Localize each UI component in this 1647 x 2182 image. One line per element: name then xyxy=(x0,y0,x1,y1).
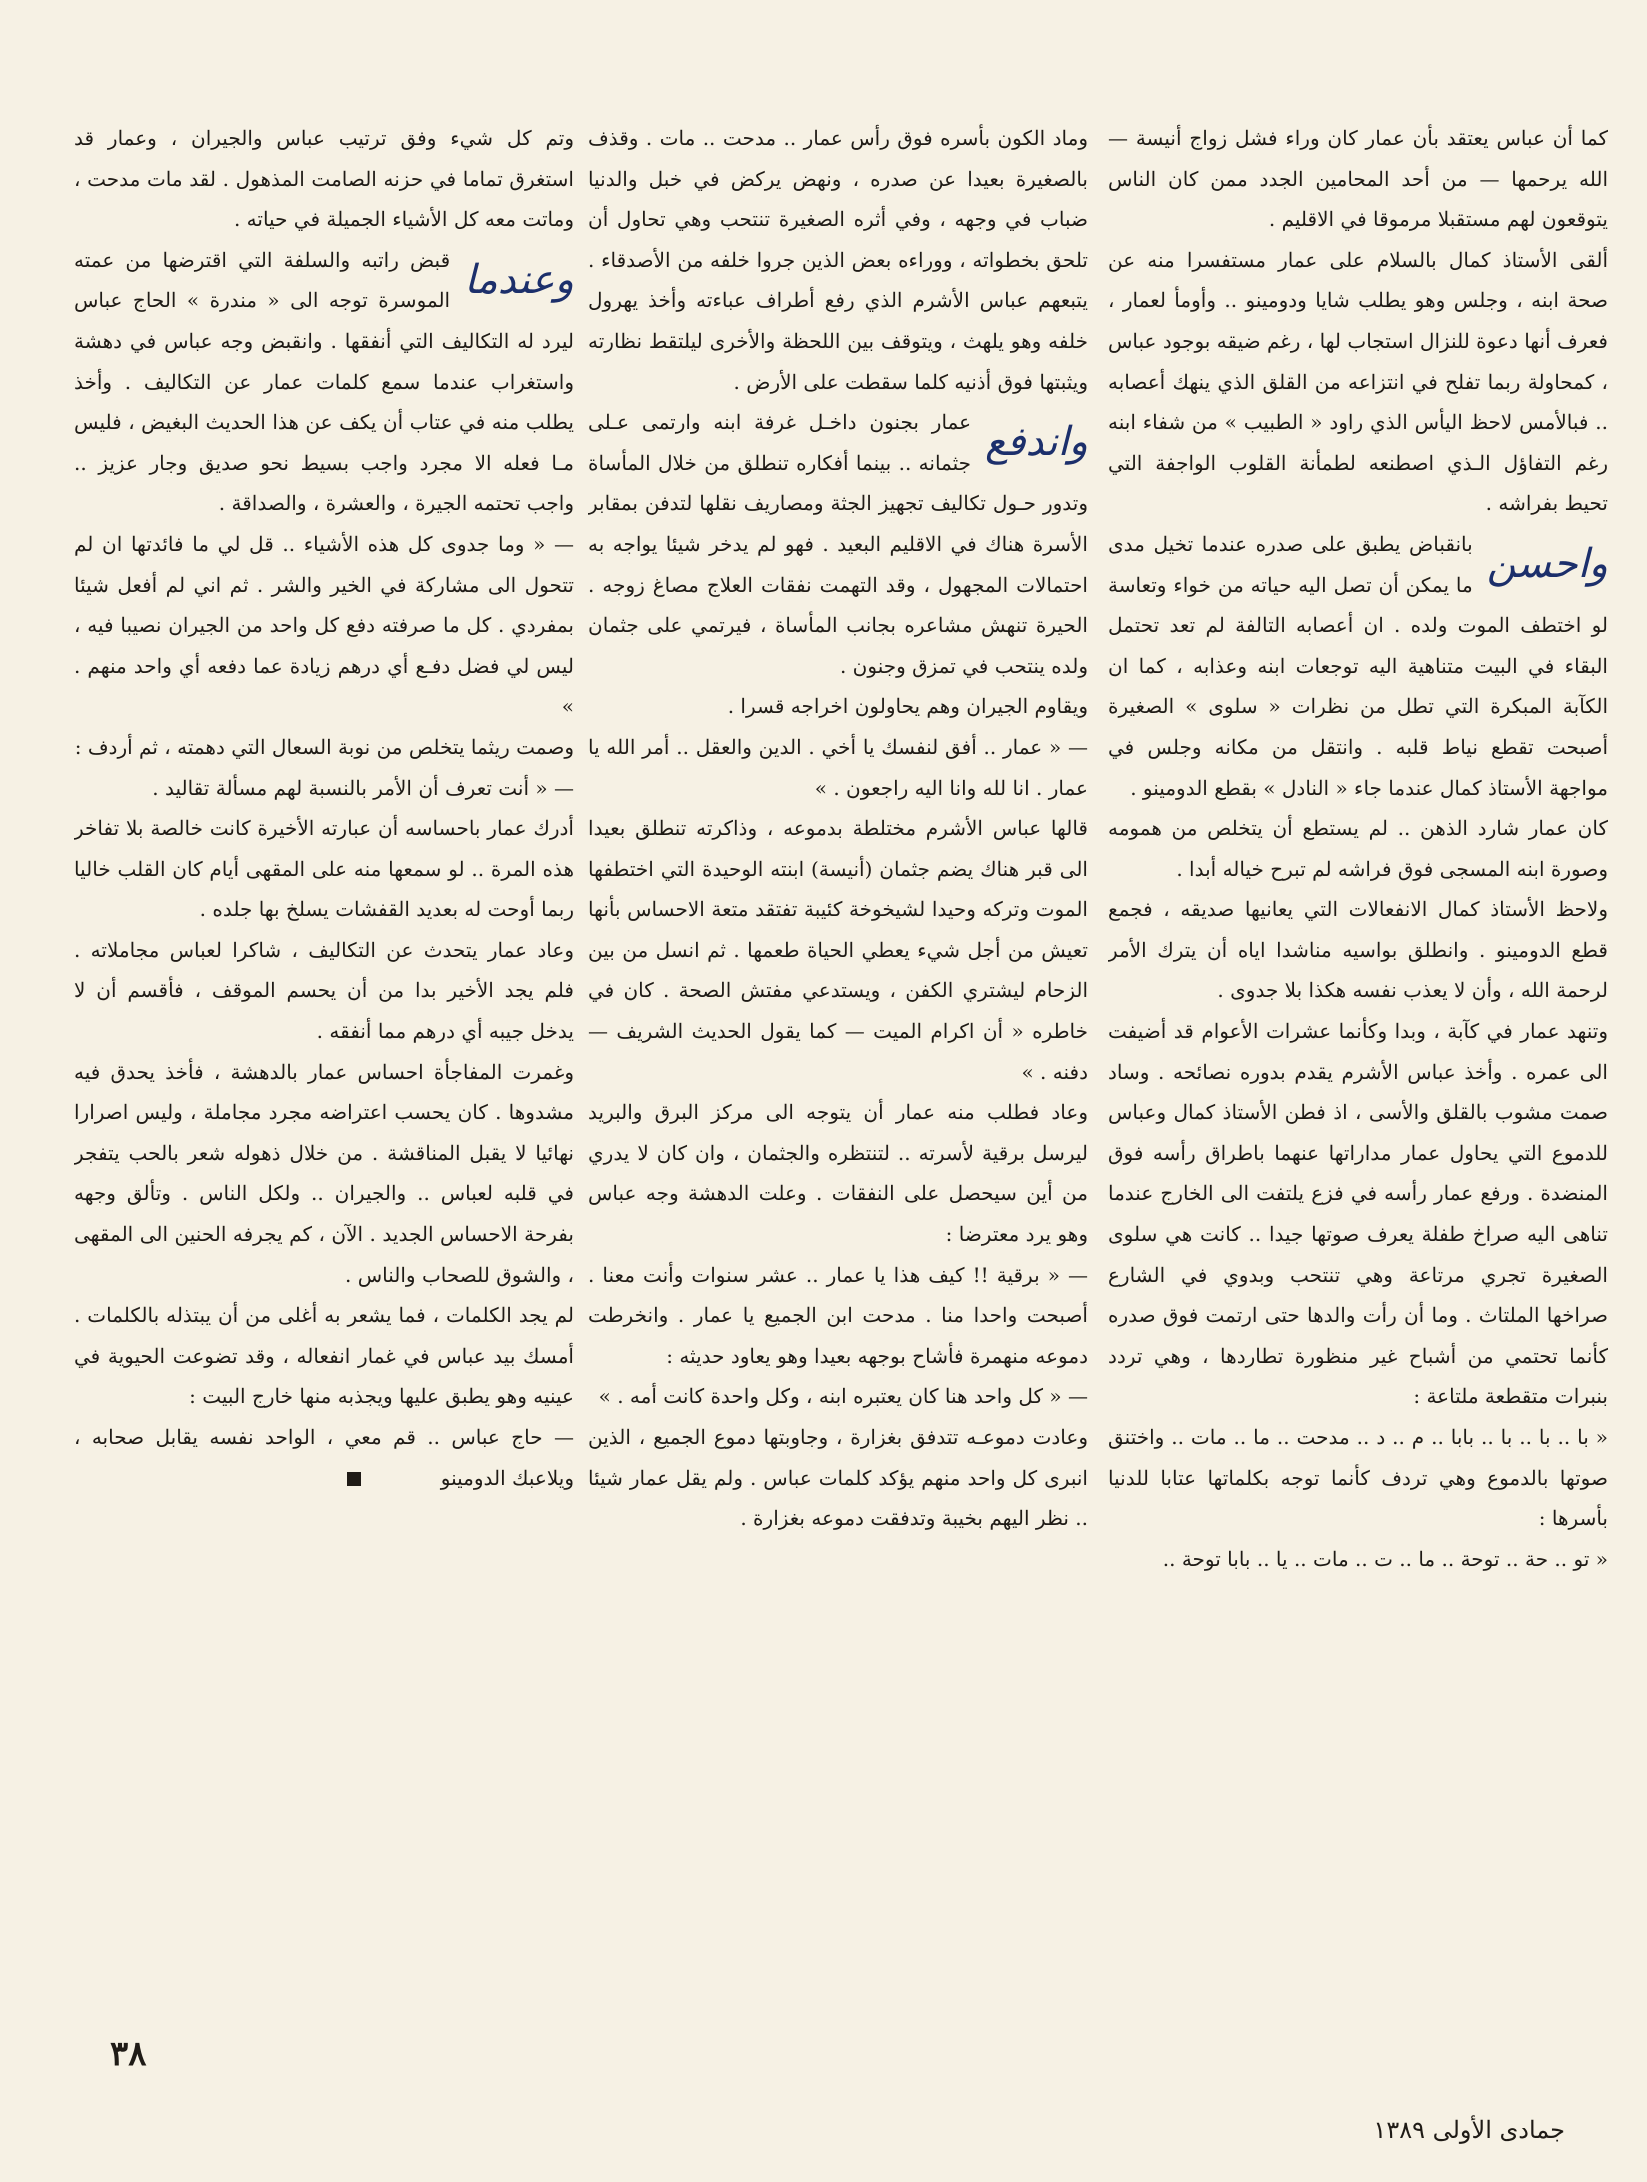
ornament-indama: وعندما xyxy=(464,256,574,303)
text-column-left xyxy=(74,118,574,2058)
text-column-middle xyxy=(588,118,1088,2058)
paragraph xyxy=(74,240,574,524)
paragraph-text: قبض راتبه والسلفة التي اقترضها من عمته الموسرة توجه الى « مندرة » الحاج عباس ليرد له التكاليف التي أنفقها . وانقبض وجه عباس في دهشة واستغراب عندما سمع كلمات عمار عن التكاليف . وأخذ يطلب منه في عتاب أن يكف عن هذا الحديث البغيض ، فليس مـا فعله الا مجرد واجب بسيط نحو صديق وجار عزيز .. واجب تحتمه الجيرة ، والعشرة ، والصداقة . xyxy=(74,247,574,516)
paragraph: — « وما جدوى كل هذه الأشياء .. قل لي ما فائدتها ان لم تتحول الى مشاركة في الخير والشر . ثم اني لم أفعل شيئا بمفردي . كل ما صرفته دفع كل واحد من الجيران نصيبا فيه ، ليس لي فضل دفـع أي درهم زيادة عما دفعه أي واحد منهم . » xyxy=(74,531,574,719)
paragraph: كما أن عباس يعتقد بأن عمار كان وراء فشل زواج أنيسة — الله يرحمها — من أحد المحامين الجدد ممن كان الناس يتوقعون لهم مستقبلا مرموقا في الاقليم . xyxy=(1108,126,1608,232)
paragraph: أدرك عمار باحساسه أن عبارته الأخيرة كانت خالصة بلا تفاخر هذه المرة .. لو سمعها منه على المقهى أيام كان القلب خاليا ربما أوحت له بعديد القفشات يسلخ بها جلده . xyxy=(74,816,574,922)
ornament-wa-indafaa: واندفع xyxy=(985,419,1088,466)
issue-date-footer: جمادى الأولى ١٣٨٩ xyxy=(1373,2116,1565,2144)
page-number: ٣٨ xyxy=(110,2034,147,2074)
paragraph xyxy=(74,1417,574,1498)
paragraph: وتنهد عمار في كآبة ، وبدا وكأنما عشرات الأعوام قد أضيفت الى عمره . وأخذ عباس الأشرم يقدم بدوره نصائحه . وساد صمت مشوب بالقلق والأسى ، اذ فطن الأستاذ كمال وعباس للدموع التي يحاول عمار مداراتها عنهما باطراق رأسه فوق المنضدة . ورفع عمار رأسه في فزع يلتفت الى الخارج عندما تناهى اليه صراخ طفلة يعرف صوتها جيدا .. كانت هي سلوى الصغيرة تجري مرتاعة وهي تنتحب وبدوي في الشارع صراخها الملتاث . وما أن رأت والدها حتى ارتمت فوق صدره كأنما تحتمي من أشباح غير منظورة تطاردها ، وهي تردد بنبرات متقطعة ملتاعة : xyxy=(1108,1019,1608,1409)
paragraph-text: عمار بجنون داخـل غرفة ابنه وارتمى عـلى جثمانه .. بينما أفكاره تنطلق من خلال المأساة وتدور حـول تكاليف تجهيز الجثة ومصاريف نقلها لتدفن بمقابر الأسرة هناك في الاقليم البعيد . فهو لم يدخر شيئا يواجه به احتمالات المجهول ، وقد التهمت نفقات العلاج مصاغ زوجه . الحيرة تنهش مشاعره بجانب المأساة ، فيرتمي على جثمان ولده ينتحب في تمزق وجنون . xyxy=(588,410,1088,678)
paragraph xyxy=(1108,524,1608,808)
paragraph: — « برقية !! كيف هذا يا عمار .. عشر سنوات وأنت معنا . أصبحت واحدا منا . مدحت ابن الجميع يا عمار . وانخرطت دموعه منهمرة فأشاح بوجهه بعيدا وهو يعاود حديثه : xyxy=(588,1262,1088,1368)
paragraph xyxy=(588,402,1088,686)
paragraph: وماد الكون بأسره فوق رأس عمار .. مدحت .. مات . وقذف بالصغيرة بعيدا عن صدره ، ونهض يركض في خبل والدنيا ضباب في وجهه ، وفي أثره الصغيرة تنتحب وهي تحاول أن تلحق بخطواته ، ووراءه بعض الذين جروا خلفه من الأصدقاء . يتبعهم عباس الأشرم الذي رفع أطراف عباءته وأخذ يهرول خلفه وهو يلهث ، ويتوقف بين اللحظة والأخرى ليلتقط نظارته ويثبتها فوق أذنيه كلما سقطت على الأرض . xyxy=(588,126,1088,394)
paragraph-text: — حاج عباس .. قم معي ، الواحد نفسه يقابل صحابه ، ويلاعبك الدومينو xyxy=(74,1425,574,1490)
paragraph: — « كل واحد هنا كان يعتبره ابنه ، وكل واحدة كانت أمه . » xyxy=(598,1384,1088,1409)
paragraph: كان عمار شارد الذهن .. لم يستطع أن يتخلص من همومه وصورة ابنه المسجى فوق فراشه لم تبرح خياله أبدا . xyxy=(1108,816,1608,881)
paragraph: « تو .. حة .. توحة .. ما .. ت .. مات .. يا .. بابا توحة .. xyxy=(1162,1546,1608,1571)
paragraph: وعاد فطلب منه عمار أن يتوجه الى مركز البرق والبريد ليرسل برقية لأسرته .. لتنتظره والجثمان ، وان كان لا يدري من أين سيحصل على النفقات . وعلت الدهشة وجه عباس وهو يرد معترضا : xyxy=(588,1100,1088,1247)
paragraph: — « عمار .. أفق لنفسك يا أخي . الدين والعقل .. أمر الله يا عمار . انا لله وانا اليه راجعون . » xyxy=(588,734,1088,800)
paragraph: وعادت دموعـه تتدفق بغزارة ، وجاوبتها دموع الجميع ، الذين انبرى كل واحد منهم يؤكد كلمات عباس . ولم يقل عمار شيئا .. نظر اليهم بخيبة وتدفقت دموعه بغزارة . xyxy=(588,1425,1088,1531)
paragraph: ألقى الأستاذ كمال بالسلام على عمار مستفسرا منه عن صحة ابنه ، وجلس وهو يطلب شايا ودومينو .. وأومأ لعمار ، فعرف أنها دعوة للنزال استجاب لها ، رغم ضيقه بوجود عباس ، كمحاولة ربما تفلح في انتزاعه من القلق الذي ينهك أعصابه .. فبالأمس لاحظ اليأس الذي راود « الطبيب » من شفاء ابنه رغم التفاؤل الـذي اصطنعه لطمأنة القلوب الواجفة التي تحيط بفراشه . xyxy=(1108,247,1608,516)
ornament-wahisson: واحسن xyxy=(1486,540,1608,587)
paragraph: ويقاوم الجيران وهم يحاولون اخراجه قسرا . xyxy=(727,694,1088,719)
paragraph: قالها عباس الأشرم مختلطة بدموعه ، وذاكرته تنطلق بعيدا الى قبر هناك يضم جثمان (أنيسة) ابنته الوحيدة التي اختطفها الموت وتركه وحيدا لشيخوخة كئيبة تفتقد متعة الاحساس بأنها تعيش من أجل شيء يعطي الحياة طعمها . ثم انسل من بين الزحام ليشتري الكفن ، ويستدعي مفتش الصحة . كان في خاطره « أن اكرام الميت — كما يقول الحديث الشريف — دفنه . » xyxy=(588,816,1088,1084)
paragraph: وعاد عمار يتحدث عن التكاليف ، شاكرا لعباس مجاملاته . فلم يجد الأخير بدا من أن يحسم الموقف ، فأقسم أن لا يدخل جيبه أي درهم مما أنفقه . xyxy=(74,937,574,1044)
paragraph: وصمت ريثما يتخلص من نوبة السعال التي دهمته ، ثم أردف : xyxy=(74,734,574,759)
paragraph: لم يجد الكلمات ، فما يشعر به أغلى من أن يبتذله بالكلمات . أمسك بيد عباس في غمار انفعاله ، وقد تضوعت الحيوية في عينيه وهو يطبق عليها ويجذبه منها خارج البيت : xyxy=(74,1303,574,1409)
end-mark-square xyxy=(347,1472,361,1486)
paragraph: « با .. با .. با .. بابا .. م .. د .. مدحت .. ما .. مات .. واختنق صوتها بالدموع وهي تردف كأنما توجه بكلماتها عتابا للدنيا بأسرها : xyxy=(1108,1425,1608,1531)
paragraph: وغمرت المفاجأة احساس عمار بالدهشة ، فأخذ يحدق فيه مشدوها . كان يحسب اعتراضه مجرد مجاملة ، وليس اصرارا نهائيا لا يقبل المناقشة . من خلال ذهوله شعر بالحب يتفجر في قلبه لعباس .. والجيران .. ولكل الناس . وتألق وجهه بفرحة الاحساس الجديد . الآن ، كم يجرفه الحنين الى المقهى ، والشوق للصحاب والناس . xyxy=(74,1059,574,1287)
paragraph: — « أنت تعرف أن الأمر بالنسبة لهم مسألة تقاليد . xyxy=(152,775,574,800)
paragraph-text: بانقباض يطبق على صدره عندما تخيل مدى ما يمكن أن تصل اليه حياته من خواء وتعاسة لو اختطف الموت ولده . ان أعصابه التالفة لم تعد تحتمل البقاء في البيت متناهية اليه توجعات ابنه وعذابه ، كما ان الكآبة المبكرة التي تطل من نظرات « سلوى » الصغيرة أصبحت تقطع نياط قلبه . وانتقل من مكانه وجلس في مواجهة الأستاذ كمال عندما جاء « النادل » بقطع الدومينو . xyxy=(1108,531,1608,800)
paragraph: وتم كل شيء وفق ترتيب عباس والجيران ، وعمار قد استغرق تماما في حزنه الصامت المذهول . لقد مات مدحت ، وماتت معه كل الأشياء الجميلة في حياته . xyxy=(74,126,574,232)
text-column-right xyxy=(1108,118,1608,2058)
paragraph: ولاحظ الأستاذ كمال الانفعالات التي يعانيها صديقه ، فجمع قطع الدومينو . وانطلق بواسيه مناشدا اياه أن يترك الأمر لرحمة الله ، وأن لا يعذب نفسه هكذا بلا جدوى . xyxy=(1108,897,1608,1003)
